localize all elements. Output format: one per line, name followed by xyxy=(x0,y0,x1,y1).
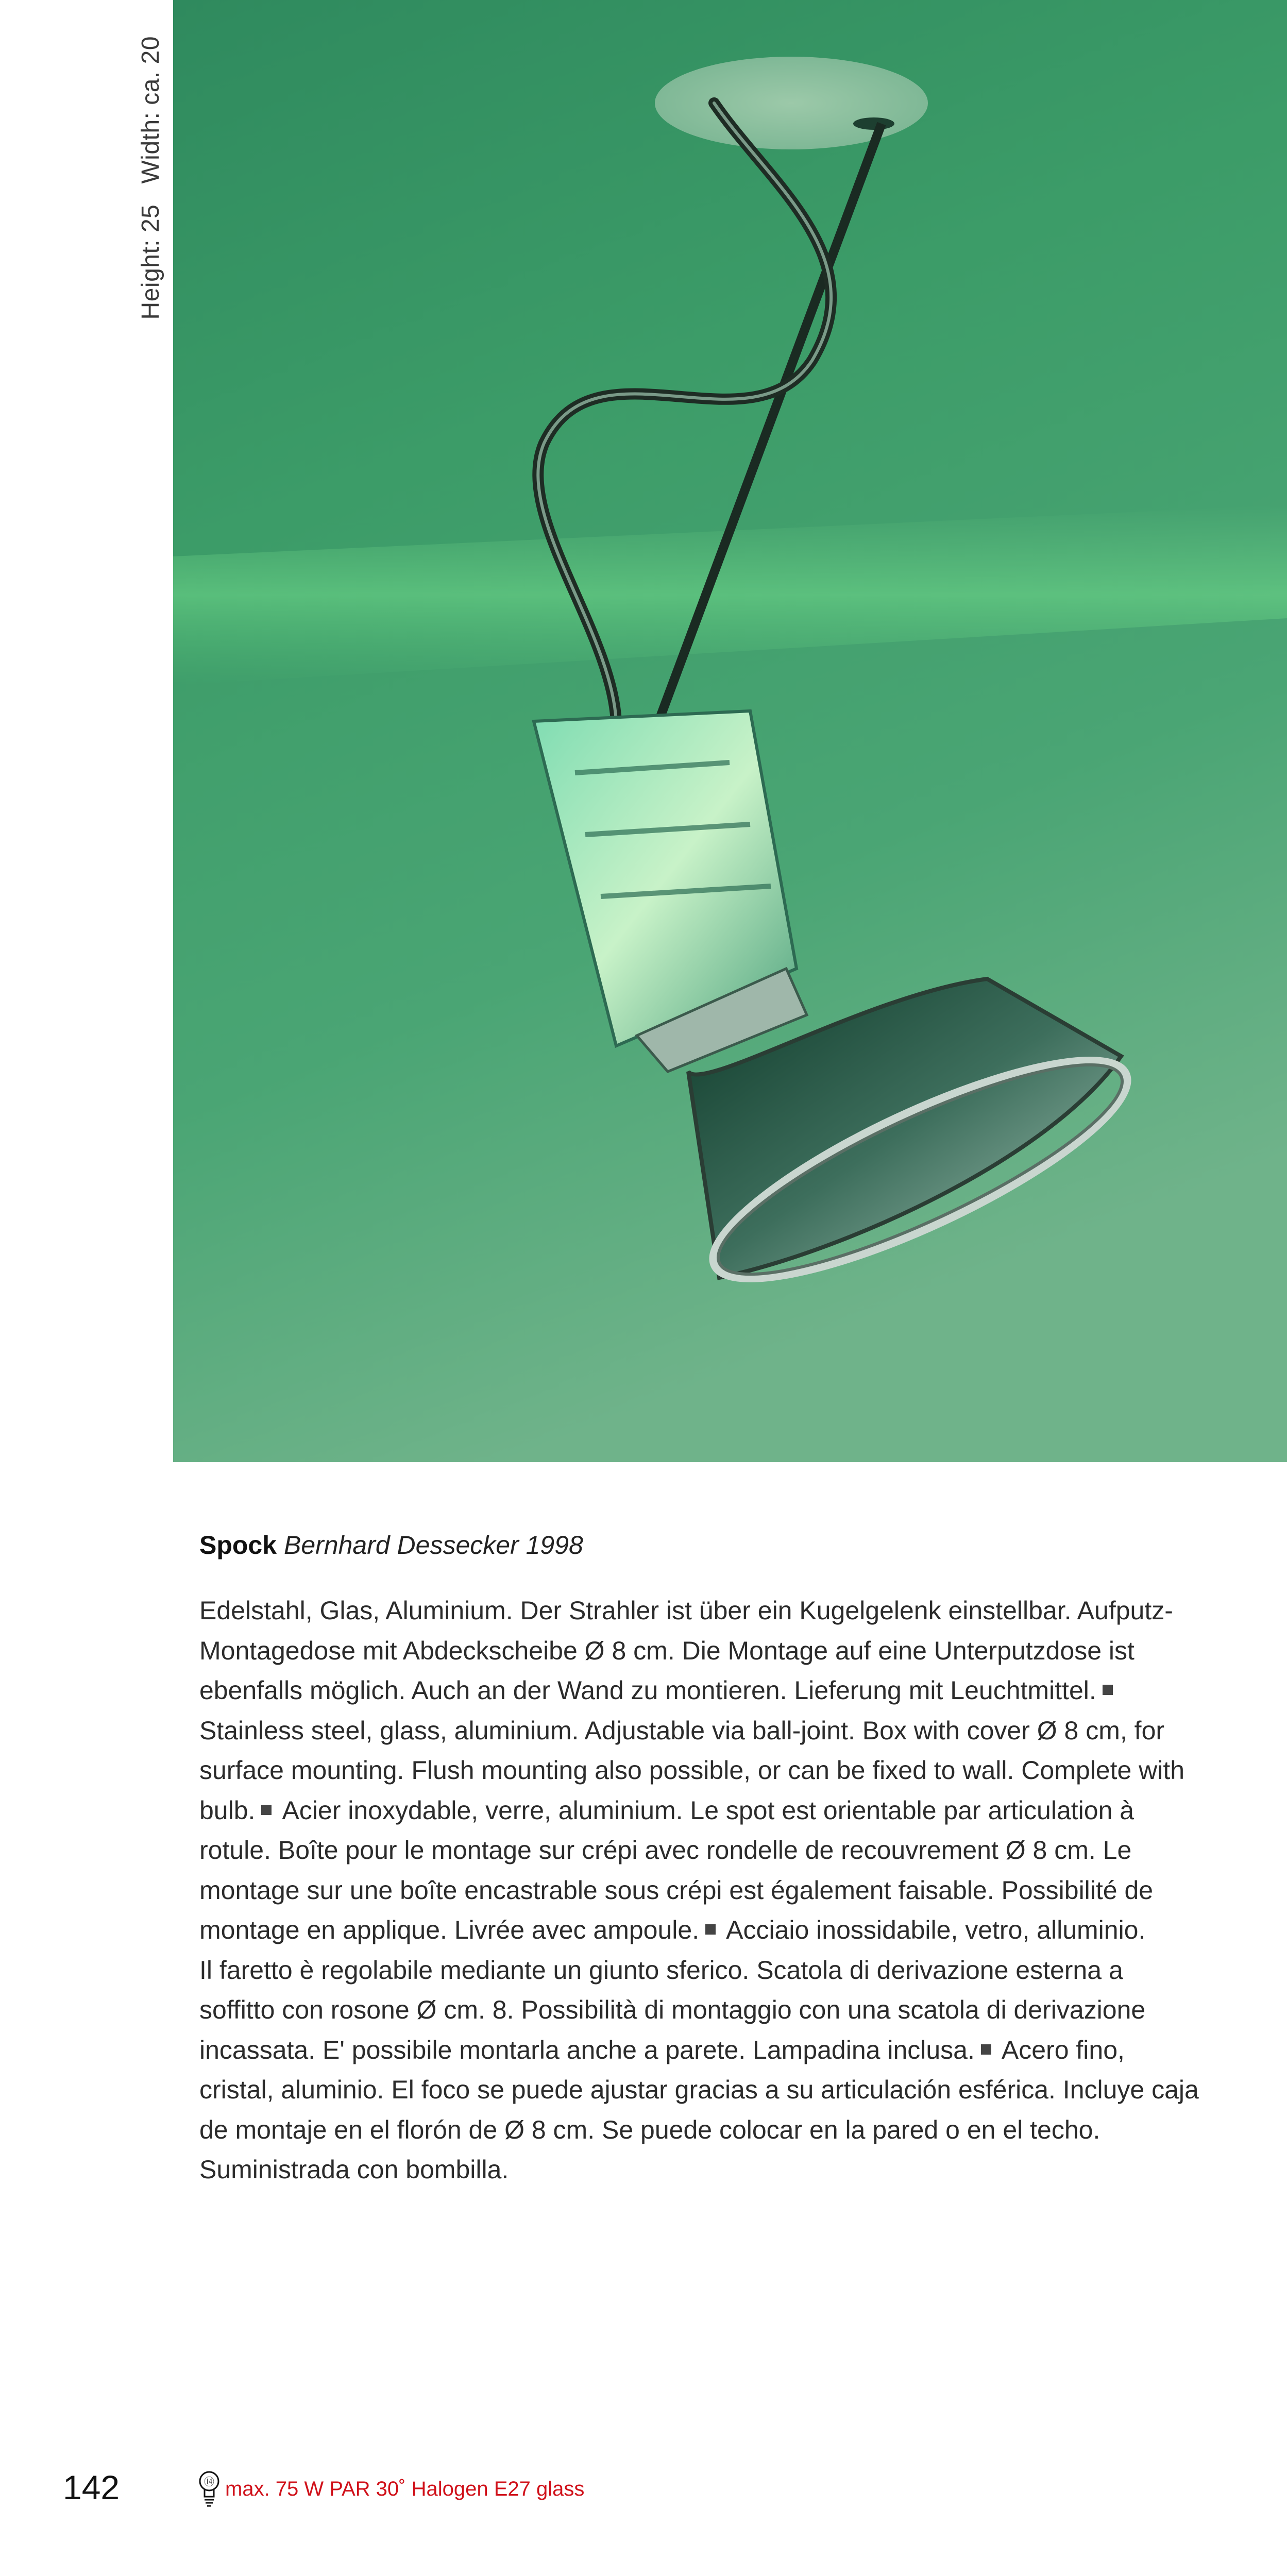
description-line xyxy=(199,1711,1183,1751)
description-line xyxy=(199,1791,1183,1831)
description-text: de montaje en el florón de Ø 8 cm. Se puede colocar en la pared o en el techo. xyxy=(199,2115,1100,2144)
description-line xyxy=(199,2070,1199,2110)
height-text: Height: 25 xyxy=(137,204,164,320)
description-text: ebenfalls möglich. Auch an der Wand zu montieren. Lieferung mit Leuchtmittel. xyxy=(199,1676,1096,1705)
description-text: soffitto con rosone Ø cm. 8. Possibilità di montaggio con una scatola di derivazione xyxy=(199,1995,1146,2024)
description-line xyxy=(199,1990,1183,2030)
description-line xyxy=(199,1671,1183,1711)
product-name: Spock xyxy=(199,1531,277,1560)
dimensions-label xyxy=(131,36,170,325)
width-text: Width: ca. 20 xyxy=(137,36,164,184)
bulb-icon xyxy=(198,2470,220,2508)
product-designer: Bernhard Dessecker 1998 xyxy=(283,1531,583,1560)
description-text: rotule. Boîte pour le montage sur crépi avec rondelle de recouvrement Ø 8 cm. Le xyxy=(199,1836,1132,1865)
bulb-spec-text: max. 75 W PAR 30˚ Halogen E27 glass xyxy=(225,2477,585,2500)
description-text: bulb. xyxy=(199,1795,256,1825)
description-text: incassata. E' possibile montarla anche a parete. Lampadina inclusa. xyxy=(199,2035,975,2064)
description-line xyxy=(199,1831,1183,1871)
product-photo xyxy=(173,0,1287,1462)
description-line xyxy=(199,1951,1183,1991)
description-line xyxy=(199,1591,1183,1631)
description-text: Stainless steel, glass, aluminium. Adjustable via ball-joint. Box with cover Ø 8 cm, for xyxy=(199,1716,1165,1745)
description-text: cristal, aluminio. El foco se puede ajustar gracias a su articulación esférica. Incluye caja xyxy=(199,2075,1199,2104)
separator-square-icon xyxy=(705,1924,716,1935)
bulb-spec xyxy=(198,2471,584,2507)
description-text: Acciaio inossidabile, vetro, alluminio. xyxy=(726,1916,1146,1944)
description-text: Il faretto è regolabile mediante un giunto sferico. Scatola di derivazione esterna a xyxy=(199,1955,1123,1985)
description-line xyxy=(199,1631,1183,1671)
bulb-icon-label: ⑭ xyxy=(204,2476,214,2488)
page-number: 142 xyxy=(63,2468,120,2506)
description-text: Montagedose mit Abdeckscheibe Ø 8 cm. Die Montage auf eine Unterputzdose ist xyxy=(199,1636,1134,1665)
product-description xyxy=(199,1591,1199,2190)
description-text: Edelstahl, Glas, Aluminium. Der Strahler ist über ein Kugelgelenk einstellbar. Aufputz- xyxy=(199,1596,1173,1625)
description-text: Acero fino, xyxy=(1001,2035,1125,2064)
description-line xyxy=(199,2150,1183,2190)
description-line xyxy=(199,2110,1183,2150)
description-line xyxy=(199,2030,1183,2071)
separator-square-icon xyxy=(1103,1685,1113,1695)
product-title xyxy=(199,1530,1178,1560)
description-text: montage sur une boîte encastrable sous crépi est également faisable. Possibilité de xyxy=(199,1875,1154,1905)
description-line xyxy=(199,1910,1183,1951)
description-text: montage en applique. Livrée avec ampoule. xyxy=(199,1916,700,1944)
separator-square-icon xyxy=(981,2044,991,2055)
description-text: Suministrada con bombilla. xyxy=(199,2155,509,2184)
description-line xyxy=(199,1751,1183,1791)
description-text: Acier inoxydable, verre, aluminium. Le spot est orientable par articulation à xyxy=(282,1795,1134,1825)
separator-square-icon xyxy=(261,1805,272,1815)
description-line xyxy=(199,1871,1183,1911)
description-text: surface mounting. Flush mounting also possible, or can be fixed to wall. Complete with xyxy=(199,1756,1185,1785)
